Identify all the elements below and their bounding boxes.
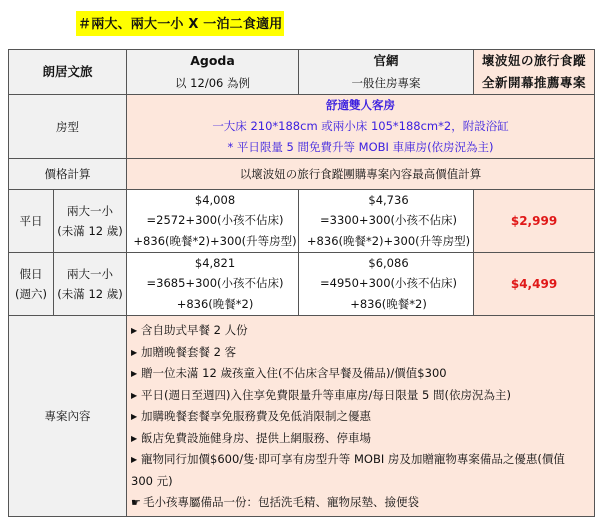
price-breakdown-1: =3300+300(小孩不佔床) bbox=[320, 213, 457, 227]
pet-note-text: 毛小孩專屬備品一份：包括洗毛精、寵物尿墊、撿便袋 bbox=[143, 495, 420, 509]
price-breakdown-1: =4950+300(小孩不佔床) bbox=[320, 276, 457, 290]
price-breakdown-1: =2572+300(小孩不佔床) bbox=[146, 213, 284, 227]
official-note: 一般住房專案 bbox=[351, 76, 421, 90]
list-item bbox=[131, 428, 588, 450]
room-name: 舒適雙人客房 bbox=[326, 98, 396, 112]
pet-note bbox=[131, 492, 588, 514]
weekend-row bbox=[9, 253, 595, 316]
price-breakdown-2: +836(晚餐*2) bbox=[350, 297, 427, 311]
header-row bbox=[9, 50, 595, 95]
weekend-label bbox=[9, 253, 54, 316]
list-item-text: 加購晚餐套餐享免服務費及免低消限制之優惠 bbox=[141, 409, 372, 423]
special-note: 全新開幕推薦專案 bbox=[482, 75, 587, 90]
weekday-row bbox=[9, 190, 595, 253]
day-label: 假日 bbox=[19, 267, 43, 281]
weekend-guests bbox=[54, 253, 127, 316]
room-type-label: 房型 bbox=[9, 95, 127, 159]
official-header bbox=[299, 50, 474, 95]
list-item bbox=[131, 449, 588, 492]
list-item bbox=[131, 363, 588, 385]
agoda-note: 以 12/06 為例 bbox=[175, 76, 250, 90]
page-title: ＃兩大、兩大一小 X 一泊二食適用 bbox=[76, 11, 284, 36]
list-item-text: 平日(週日至週四)入住享免費限量升等車庫房/每日限量 5 間(依房況為主) bbox=[141, 387, 511, 402]
pricing-note: 以壞波妞の旅行食蹤團購專案內容最高價值計算 bbox=[127, 159, 595, 190]
comparison-table bbox=[8, 49, 595, 517]
price-total: $4,821 bbox=[194, 256, 236, 270]
guests-label: 兩大一小 bbox=[67, 267, 113, 281]
list-item-text: 飯店免費設施健身房、提供上網服務、停車場 bbox=[141, 430, 372, 445]
weekday-guests bbox=[54, 190, 127, 253]
day-label: 平日 bbox=[19, 214, 43, 228]
guests-age-note: (未滿 12 歲) bbox=[57, 287, 123, 301]
hotel-name-header: 朗居文旅 bbox=[9, 50, 127, 95]
triangle-bullet-icon: ▶ bbox=[131, 455, 138, 464]
list-item bbox=[131, 385, 588, 407]
official-title: 官網 bbox=[373, 53, 399, 68]
plan-contents-row bbox=[9, 316, 595, 517]
plan-contents-label: 專案內容 bbox=[9, 316, 127, 517]
list-item bbox=[131, 320, 588, 342]
triangle-bullet-icon: ▶ bbox=[131, 347, 138, 357]
special-weekday-price: $2,999 bbox=[474, 190, 595, 253]
price-breakdown-2: +836(晚餐*2)+300(升等房型) bbox=[133, 234, 297, 248]
price-total: $4,736 bbox=[368, 193, 409, 207]
price-total: $6,086 bbox=[368, 256, 409, 270]
agoda-header bbox=[127, 50, 299, 95]
list-item-text: 寵物同行加價$600/隻‧即可享有房型升等 MOBI 房及加贈寵物專案備品之優惠(價值 300 元) bbox=[131, 452, 565, 488]
room-upgrade-note: * 平日限量 5 間免費升等 MOBI 車庫房(依房況為主) bbox=[227, 140, 494, 154]
room-beds: 一大床 210*188cm 或兩小床 105*188cm*2，附設浴缸 bbox=[212, 119, 509, 133]
official-weekday-price bbox=[299, 190, 474, 253]
weekday-label bbox=[9, 190, 54, 253]
triangle-bullet-icon: ▶ bbox=[131, 433, 138, 443]
plan-contents-list bbox=[127, 316, 595, 517]
triangle-bullet-icon: ▶ bbox=[131, 390, 138, 400]
guests-label: 兩大一小 bbox=[67, 204, 113, 218]
guests-age-note: (未滿 12 歲) bbox=[57, 224, 123, 238]
agoda-weekday-price bbox=[127, 190, 299, 253]
agoda-title: Agoda bbox=[190, 53, 235, 68]
special-title: 壞波妞の旅行食蹤 bbox=[482, 53, 587, 68]
pricing-label: 價格計算 bbox=[9, 159, 127, 190]
triangle-bullet-icon: ▶ bbox=[131, 412, 138, 421]
room-type-row bbox=[9, 95, 595, 159]
special-weekend-price: $4,499 bbox=[474, 253, 595, 316]
agoda-weekend-price bbox=[127, 253, 299, 316]
day-sub-label: (週六) bbox=[15, 287, 47, 301]
list-item-text: 加贈晚餐套餐 2 客 bbox=[141, 344, 237, 359]
price-total: $4,008 bbox=[194, 193, 236, 207]
room-type-details bbox=[127, 95, 595, 159]
price-breakdown-2: +836(晚餐*2)+300(升等房型) bbox=[306, 234, 471, 248]
price-breakdown-1: =3685+300(小孩不佔床) bbox=[146, 276, 284, 290]
list-item bbox=[131, 342, 588, 364]
price-breakdown-2: +836(晚餐*2) bbox=[176, 297, 254, 311]
triangle-bullet-icon: ▶ bbox=[131, 326, 138, 335]
list-item-text: 贈一位未滿 12 歲孩童入住(不佔床含早餐及備品)/價值$300 bbox=[141, 366, 447, 380]
pricing-row bbox=[9, 159, 595, 190]
triangle-bullet-icon: ▶ bbox=[131, 369, 138, 378]
special-header bbox=[474, 50, 595, 95]
official-weekend-price bbox=[299, 253, 474, 316]
list-item bbox=[131, 406, 588, 428]
list-item-text: 含自助式早餐 2 人份 bbox=[141, 323, 248, 337]
pointing-hand-icon: ☛ bbox=[131, 496, 141, 509]
